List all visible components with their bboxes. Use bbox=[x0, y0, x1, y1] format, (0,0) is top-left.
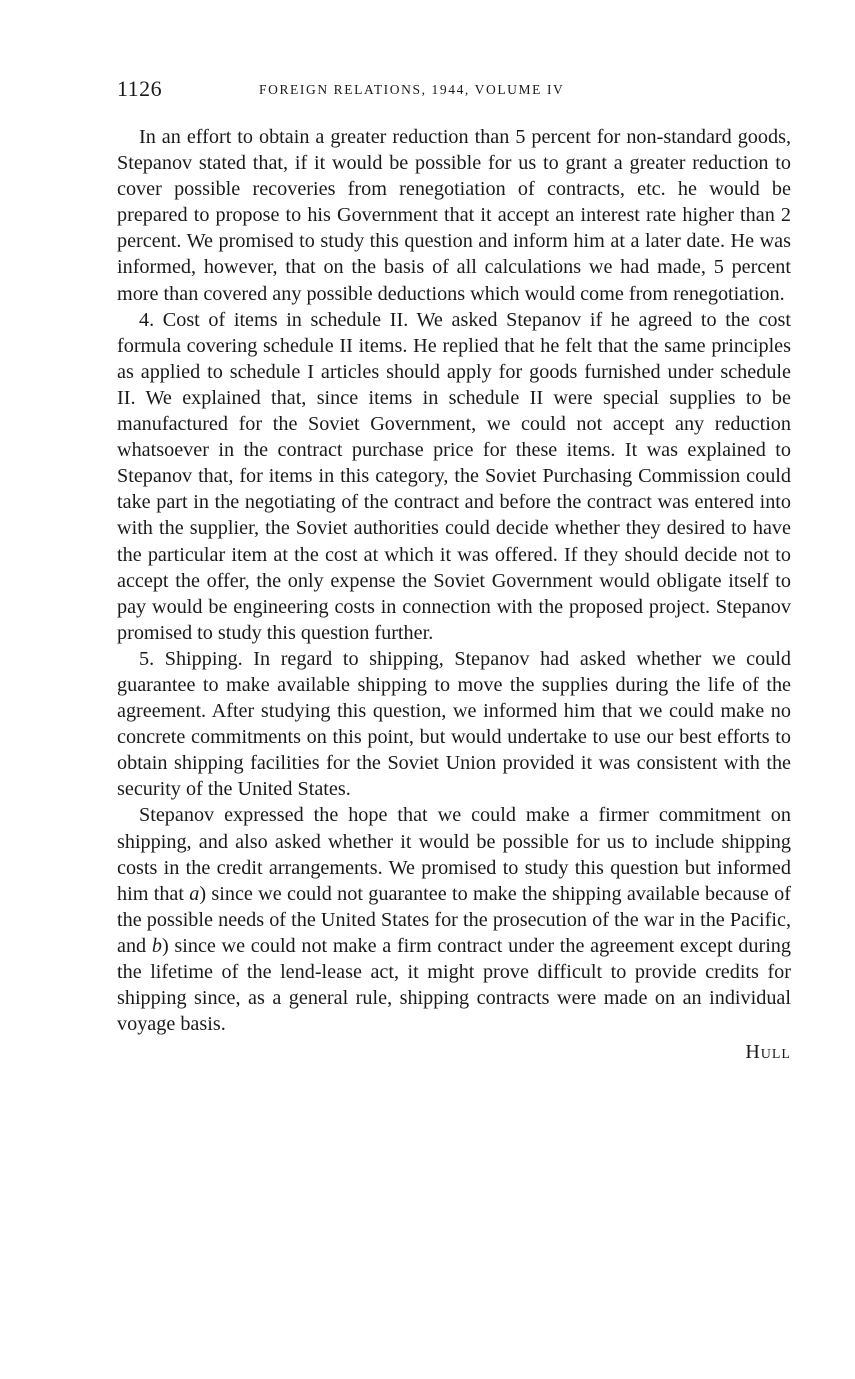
page-number: 1126 bbox=[117, 76, 163, 101]
paragraph-text-part1: Stepanov expressed the hope that we could make a firmer commitment on shipping, and also asked whether it would be possible for us to include shipping costs in the credit arrangements. We promised to study this question but informed him that bbox=[117, 804, 791, 905]
paragraph-reduction: In an effort to obtain a greater reduction than 5 percent for non-standard goods, Stepanov stated that, if it would be possible for us to grant a greater reduction to cover possible recoveries from renegotiation of contracts, etc. he would be prepared to propose to his Government that it accept an interest rate higher than 2 percent. We promised to study this question and inform him at a later date. He was informed, however, that on the basis of all calculations we had made, 5 percent more than covered any possible deductions which would come from renegotiation. bbox=[117, 126, 791, 305]
paragraph-text-part2: ) since we could not guarantee to make the shipping available because of the possible needs of the United States for the prosecution of the war in the Pacific, and bbox=[117, 882, 791, 957]
paragraph-schedule-ii-cost: 4. Cost of items in schedule II. We asked Stepanov if he agreed to the cost formula covering schedule II items. He replied that he felt that the same principles as applied to schedule I articles should apply for goods furnished under schedule II. We explained that, since items in schedule II were special supplies to be manufactured for the Soviet Government, we could not accept any reduction whatsoever in the contract purchase price for these items. It was explained to Stepanov that, for items in this category, the Soviet Purchasing Commission could take part in the negotiating of the contract and before the contract was entered into with the supplier, the Soviet authorities could decide whether they desired to have the particular item at the cost at which it was offered. If they should decide not to accept the offer, the only expense the Soviet Government would obligate itself to pay would be engineering costs in connection with the proposed project. Stepanov promised to study this question further. bbox=[117, 308, 791, 644]
list-marker-b: b bbox=[151, 934, 162, 957]
paragraph-shipping: 5. Shipping. In regard to shipping, Stepanov had asked whether we could guarantee to make available shipping to move the supplies during the life of the agreement. After studying this question, we informed him that we could make no concrete commitments on this point, but would undertake to use our best efforts to obtain shipping facilities for the Soviet Union provided it was consistent with the security of the United States. bbox=[117, 647, 791, 801]
document-page bbox=[117, 76, 791, 1064]
running-header bbox=[117, 76, 791, 110]
running-title: FOREIGN RELATIONS, 1944, VOLUME IV bbox=[259, 82, 565, 97]
paragraph-text-part3: ) since we could not make a firm contract under the agreement except during the lifetime of the lend-lease act, it might prove difficult to provide credits for shipping since, as a general rule, shipping contracts were made on an individual voyage basis. bbox=[117, 934, 791, 1036]
paragraph-shipping-followup bbox=[117, 802, 791, 1037]
signature: Hull bbox=[745, 1041, 791, 1064]
list-marker-a: a bbox=[189, 882, 200, 905]
